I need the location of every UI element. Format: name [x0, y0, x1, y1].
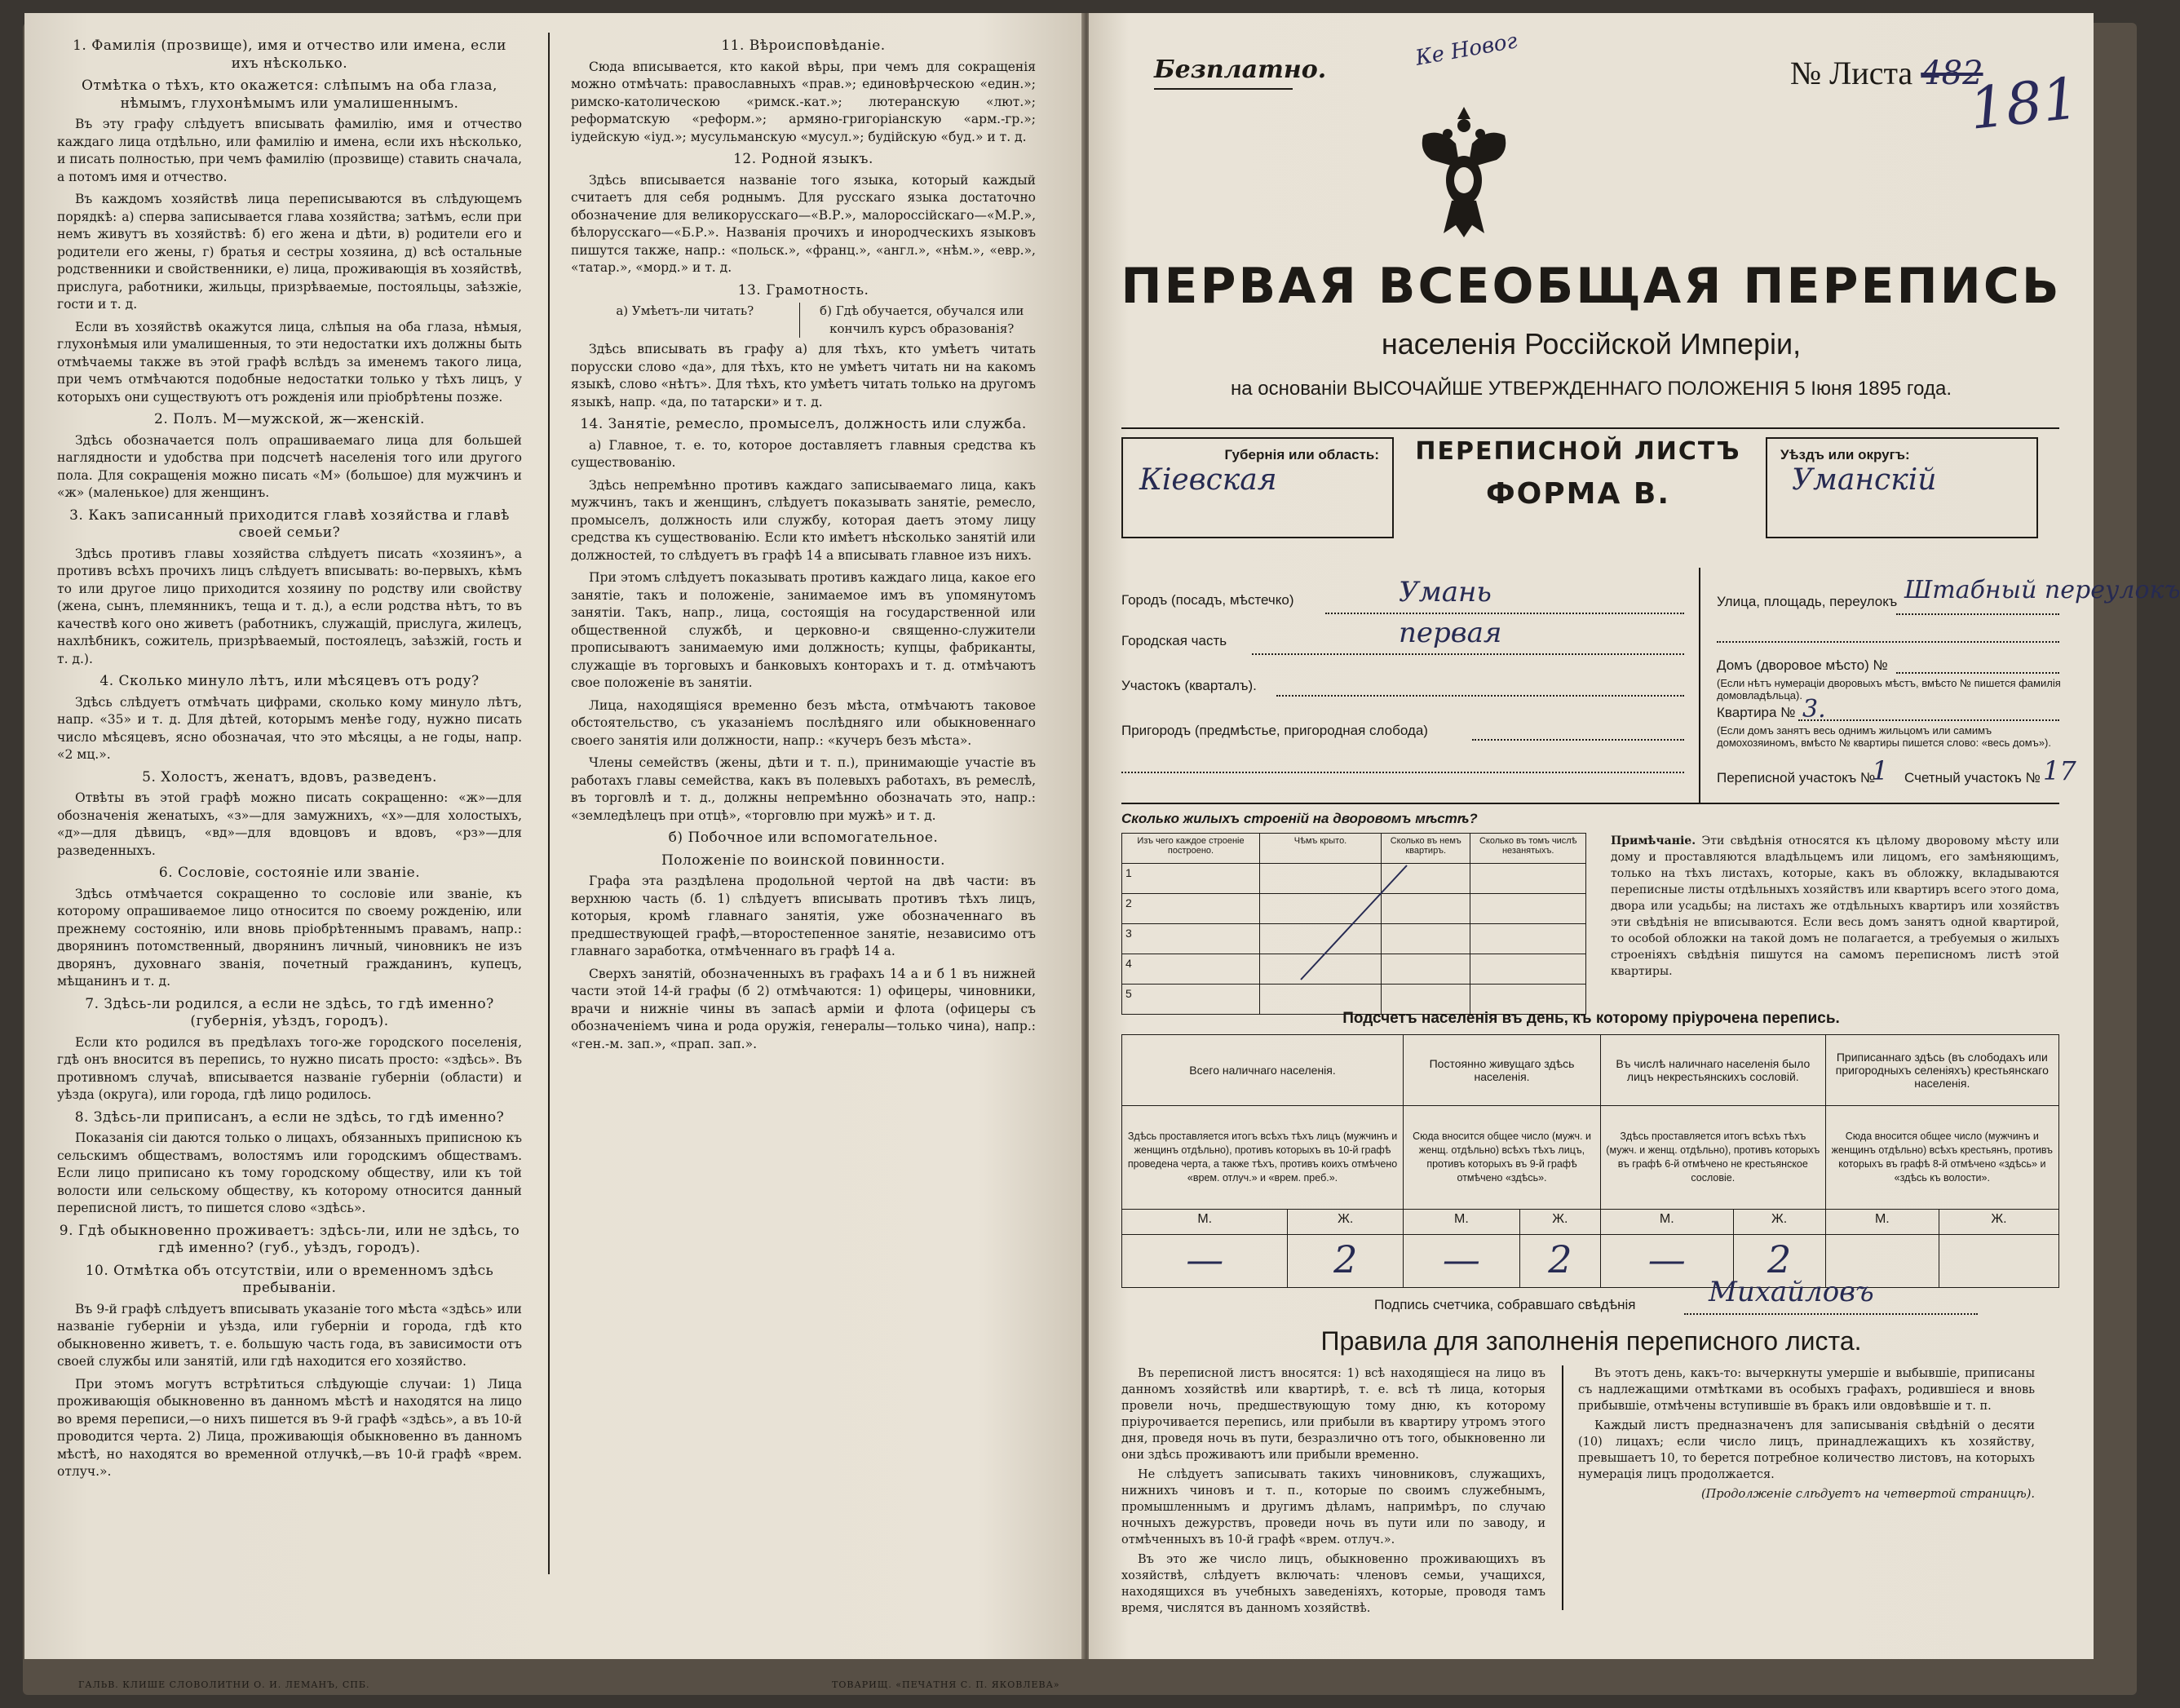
paragraph: Отвѣты въ этой графѣ можно писать сокращенно: «ж»—для обозначенія женатыхъ, «з»—для замужнихъ, «х»—для холостыхъ, «д»—для дѣвицъ, «вд»—для вдовцовъ и вдовъ, «рз»—для разведенныхъ. [57, 790, 522, 858]
sheet-number-value: 482 [1921, 55, 1983, 92]
paragraph: Лица, находящіяся временно безъ мѣста, отмѣчаютъ таковое обстоятельство, съ указаніемъ послѣдняго или обыкновеннаго своего занятія или должности, напр.: «кучеръ безъ мѣста». [571, 697, 1036, 748]
section-1-title: 1. Фамилія (прозвище), имя и отчество или имена, если ихъ нѣсколько. [73, 38, 506, 72]
uezd-label: Уѣздъ или округъ: [1780, 447, 1910, 462]
gubernia-label: Губернія или область: [1224, 447, 1379, 462]
form-title: ПЕРЕПИСНОЙ ЛИСТЪ [1415, 437, 1741, 466]
sheet-number-stamp: 181 [1966, 64, 2082, 143]
section-14-title: 14. Занятіе, ремесло, промыселъ, должность или служба. [580, 416, 1027, 432]
dwellings-header: Сколько въ томъ числѣ незанятыхъ. [1470, 834, 1586, 864]
rules-title: Правила для заполненія переписного листа. [1320, 1326, 1862, 1356]
note-text: Эти свѣдѣнія относятся къ цѣлому дворовому мѣсту или дому и проставляются владѣльцемъ или лицомъ, его замѣняющимъ, только на тѣхъ листахъ, которые, какъ въ обложку, вкладываются переписные листы отдѣльныхъ хозяйствъ или квартиръ всего этого дома, двора или усадьбы; на листахъ же отдѣльныхъ квартиръ или хозяйствъ эти свѣдѣнія не вписываются. Если весь домъ занятъ одной квартирой, то особой обложки на такой домъ не полагается, а требуемыя о жилыхъ строеніяхъ свѣдѣнія пишутся на самомъ переписномъ листѣ этой квартиры. [1611, 834, 2059, 978]
paragraph: Сверхъ занятій, обозначенныхъ въ графахъ 14 а и б 1 въ нижней части этой 14-й графы (б 2) отмѣчаются: 1) офицеры, чиновники, врачи и нижніе чины въ запасѣ арміи и флота (офицеры съ обозначеніемъ чина и рода оружія, генералы—только чина), напр.: «ген.-м. зап.», «прап. зап.». [571, 966, 1036, 1051]
city-part-label: Городская часть [1121, 633, 1227, 648]
row-number: 4 [1122, 954, 1260, 985]
paragraph: Здѣсь вписывается названіе того языка, который каждый считаетъ для себя роднымъ. Для русскаго языка достаточно обозначение для великорусскаго—«В.Р.», малороссійскаго—«М.Р.», бѣлорусскаго—«Б.Р.». Названія прочихъ и инородческихъ языковъ пишутся также, напр.: «польск.», «франц.», «англ.», «нѣм.», «евр.», «татар.», «морд.» и т. д. [571, 172, 1036, 275]
row-number: 1 [1122, 864, 1260, 894]
section-7-title: 7. Здѣсь-ли родился, а если не здѣсь, то гдѣ именно? (губернія, уѣздъ, городъ). [85, 995, 494, 1029]
divider [1121, 427, 2059, 429]
count-title: Подсчетъ населенія въ день, къ которому пріурочена перепись. [1342, 1010, 1840, 1027]
paragraph: Здѣсь противъ главы хозяйства слѣдуетъ писать «хозяинъ», а противъ всѣхъ прочихъ лицъ слѣдуетъ вписывать: во-первыхъ, кѣмъ то или другое лицо приходится хозяину по родству или свойству (жена, сынъ, племянникъ, теща и т. д.), а если родства нѣтъ, то въ качествѣ кого оно живетъ (работникъ, служащій, прислуга, жилецъ, нахлѣбникъ, сожитель, призрѣваемый, постоялецъ, заѣзжій, гость и т. д.). [57, 546, 522, 666]
dwellings-title: Сколько жилыхъ строеній на дворовомъ мѣстѣ? [1121, 811, 1478, 826]
document-title: ПЕРВАЯ ВСЕОБЩАЯ ПЕРЕПИСЬ [1121, 258, 2062, 315]
paragraph: Въ этотъ день, какъ-то: вычеркнуты умершіе и выбывшіе, приписаны съ надлежащими отмѣтками въ особыхъ графахъ, родившіеся и вновь прибывшіе, отмѣчены вступившіе въ бракъ или овдовѣвшіе и т. п. [1578, 1367, 2035, 1413]
count-value: — [1601, 1235, 1734, 1288]
uezd-value: Уманскій [1792, 463, 1937, 497]
prigorod-line-2 [1121, 772, 1684, 773]
paragraph: Здѣсь непремѣнно противъ каждаго записываемаго лица, какъ мужчинъ, такъ и женщинъ, слѣдуетъ показывать занятіе, ремесло, промыселъ, должность или службу, которая даетъ этому лицу средства къ существованію. Если кто имѣетъ нѣсколько занятій или должностей, то слѣдуетъ въ графѣ 14 а вписывать главное изъ нихъ. [571, 477, 1036, 563]
street-line [1896, 613, 2059, 615]
decree-line: на основаніи ВЫСОЧАЙШЕ УТВЕРЖДЕННАГО ПОЛОЖЕНІЯ 5 Іюня 1895 года. [1230, 378, 1952, 400]
section-6-title: 6. Сословіе, состояніе или званіе. [158, 865, 421, 881]
paragraph: Здѣсь вписывать въ графу а) для тѣхъ, кто умѣетъ читать порусски слово «да», для тѣхъ, кто не умѣетъ читать ни на какомъ языкѣ, слово «нѣтъ». Для тѣхъ, кто умѣетъ читать только на другомъ языкѣ, напр. «да, по татарски» и т. д. [571, 342, 1036, 409]
free-label: Безплатно. [1154, 55, 1327, 84]
section-5-title: 5. Холостъ, женатъ, вдовъ, разведенъ. [142, 768, 437, 785]
form-title-block [1407, 437, 1749, 511]
house-label: Домъ (дворовое мѣсто) № [1717, 657, 1888, 673]
census-area-value: 1 [1872, 755, 1889, 786]
rules-column-2 [1578, 1365, 2035, 1506]
section-4-title: 4. Сколько минуло лѣтъ, или мѣсяцевъ отъ роду? [99, 673, 480, 689]
female-header: Ж. [1939, 1210, 2059, 1235]
left-column-1 [57, 33, 522, 1486]
count-value: 2 [1288, 1235, 1404, 1288]
paragraph: а) Главное, т. е. то, которое доставляетъ главныя средства къ существованію. [571, 437, 1036, 470]
male-header: М. [1601, 1210, 1734, 1235]
paragraph: Каждый листъ предназначенъ для записыванія свѣдѣній о десяти (10) лицахъ; если число лицъ, принадлежащихъ къ хозяйству, превышаетъ 10, то берется потребное количество листовъ, на которыхъ нумерація лицъ продолжается. [1578, 1419, 2035, 1481]
free-label-underline [1154, 88, 1293, 90]
count-value: 2 [1733, 1235, 1825, 1288]
city-part-line [1252, 653, 1684, 655]
count-description: Сюда вносится общее число (мужчинъ и женщинъ отдѣльно) всѣхъ крестьянъ, противъ которыхъ въ графѣ 8-й отмѣчено «здѣсь» и «здѣсь къ волости». [1825, 1106, 2058, 1210]
dwellings-strike-line [1293, 861, 1415, 984]
prigorod-line [1472, 739, 1684, 741]
paragraph: Показанія сіи даются только о лицахъ, обязанныхъ приписною къ сельскимъ обществамъ, волостямъ или городскимъ обществамъ. Если лицо приписано къ тому городскому обществу, или къ той волости или сельскому обществу, къ которому относится данный переписной листъ, то пишется слово «здѣсь». [57, 1131, 522, 1215]
column-divider [1562, 1365, 1563, 1610]
street-line-2 [1717, 641, 2059, 643]
flat-note: (Если домъ занятъ весь однимъ жильцомъ или самимъ домохозяиномъ, вмѣсто № квартиры пишется слово: «весь домъ»). [1717, 724, 2051, 749]
paragraph: Здѣсь слѣдуетъ отмѣчать цифрами, сколько кому минуло лѣтъ, напр. «35» и т. д. Для дѣтей, которымъ менѣе году, нужно писать число мѣсяцевъ, ясно обозначая, что это мѣсяцы, а не годы, напр. «2 мц.». [57, 694, 522, 762]
paragraph: Въ эту графу слѣдуетъ вписывать фамилію, имя и отчество каждаго лица отдѣльно, или фамилію и имена, если ихъ нѣсколько, и писать полностью, при чемъ фамилію (прозвище) ставить сначала, а потомъ имя и отчество. [57, 117, 522, 184]
literacy-b-label: б) Гдѣ обучается, обучался или кончилъ курсъ образованія? [820, 303, 1024, 336]
paragraph: Графа эта раздѣлена продольной чертой на двѣ части: въ верхнюю часть (б. 1) слѣдуетъ вписывать противъ тѣхъ лицъ, которыя, кромѣ главнаго занятія, уже обозначеннаго въ предшествующей графѣ,—второстепенное занятіе, независимо отъ главнаго заработка, отмѣченнаго въ графѣ 14 а. [571, 874, 1036, 958]
section-10-title: 10. Отмѣтка объ отсутствіи, или о временномъ здѣсь пребываніи. [85, 1262, 494, 1296]
male-header: М. [1825, 1210, 1939, 1235]
street-value: Штабный переулокъ [1904, 576, 2180, 604]
house-note: (Если нѣтъ нумераціи дворовыхъ мѣстъ, вмѣсто № пишется фамилія домовладѣльца). [1717, 677, 2061, 701]
city-value: Умань [1399, 576, 1492, 608]
section-9-title: 9. Гдѣ обыкновенно проживаетъ: здѣсь-ли, или не здѣсь, то гдѣ именно? (губ., уѣздъ, городъ). [59, 1222, 520, 1256]
continued-note: (Продолженіе слѣдуетъ на четвертой страницѣ). [1700, 1488, 2035, 1501]
count-header: Приписаннаго здѣсь (въ слободахъ или пригородныхъ селеніяхъ) крестьянскаго населенія. [1825, 1035, 2058, 1106]
count-value [1939, 1235, 2059, 1288]
sheet-number-label: № Листа [1790, 55, 1913, 91]
gubernia-box [1121, 437, 1394, 538]
paragraph: Въ это же число лицъ, обыкновенно проживающихъ въ хозяйствѣ, слѣдуетъ включать: членовъ семьи, учащихся, находящихся въ учебныхъ заведеніяхъ, которые, проводя тамъ время, числятся въ данномъ хозяйствѣ. [1121, 1553, 1545, 1615]
literacy-a-label: а) Умѣетъ-ли читать? [571, 303, 800, 338]
left-imprint: ГАЛЬВ. КЛИШЕ СЛОВОЛИТНИ О. И. ЛЕМАНЪ, СПБ. [78, 1679, 370, 1690]
paragraph: Въ переписной листъ вносятся: 1) всѣ находящіеся на лицо въ данномъ хозяйствѣ или квартирѣ, т. е. всѣ тѣ лица, которыя провели ночь, предшествующую тому дню, къ которому пріурочивается перепись, или прибыли въ квартиру утромъ этого дня, проведя ночь въ пути, безразлично отъ того, обыкновенно ли они здѣсь проживаютъ или прибыли временно. [1121, 1367, 1545, 1462]
row-number: 2 [1122, 894, 1260, 924]
row-number: 5 [1122, 985, 1260, 1015]
section-13-title: 13. Грамотность. [737, 281, 869, 299]
form-type: ФОРМА В. [1485, 477, 1671, 511]
count-header: Постоянно живущаго здѣсь населенія. [1404, 1035, 1601, 1106]
house-line [1896, 672, 2059, 674]
paragraph: При этомъ могутъ встрѣтиться слѣдующіе случаи: 1) Лица проживающія обыкновенно въ данномъ мѣстѣ и находятся на лицо во время переписи,—о нихъ пишется въ 9-й графѣ «здѣсь», а въ 10-й проводится черта. 2) Лица, проживающія обыкновенно въ данномъ мѣстѣ, но находятся во временной отлучкѣ,—въ 10-й графѣ «врем. отлуч.». [57, 1376, 522, 1479]
paragraph: При этомъ слѣдуетъ показывать противъ каждаго лица, какое его занятіе, такъ и положеніе, занимаемое имъ въ упомянутомъ занятіи. Такъ, напр., лица, состоящія на государственной или общественной службѣ, и церковно-и священно-служители прописываютъ занимаемую ими должность; купцы, фабриканты, служащіе въ торговыхъ и банковыхъ конторахъ и т. д. отмѣчаютъ свое положеніе въ занятіи. [571, 570, 1036, 690]
row-number: 3 [1122, 924, 1260, 954]
gubernia-value: Кіевская [1139, 463, 1277, 497]
male-header: М. [1122, 1210, 1288, 1235]
flat-value: 3. [1802, 695, 1826, 723]
paragraph: Здѣсь отмѣчается сокращенно то сословіе или званіе, къ которому опрашиваемое лицо относится по своему рожденію, или прежнему состоянію, или вновь пріобрѣтеннымъ правамъ, напр.: дворянинъ потомственный, дворянинъ личный, чиновникъ не изъ дворянъ, духовнаго званія, почетный гражданинъ, купецъ, мѣщанинъ и т. д. [57, 886, 522, 989]
section-8-title: 8. Здѣсь-ли приписанъ, а если не здѣсь, то гдѣ именно? [74, 1108, 505, 1126]
signature-label: Подпись счетчика, собравшаго свѣдѣнія [1374, 1297, 1636, 1312]
city-line [1325, 613, 1684, 614]
note-label: Примѣчаніе. [1611, 834, 1696, 847]
section-12-title: 12. Родной языкъ. [733, 151, 873, 167]
counter-area-label: Счетный участокъ № [1904, 770, 2041, 785]
section-14b2-title: Положеніе по воинской повинности. [661, 852, 946, 869]
paragraph: Если въ хозяйствѣ окажутся лица, слѣпыя на оба глаза, нѣмыя, глухонѣмыя или умалишенныя, то эти недостатки ихъ должны быть отмѣчаемы также въ этой графѣ вслѣдъ за именемъ такого лица, при чемъ отмѣчаются подобные недостатки только у тѣхъ лицъ, у которыхъ они существуютъ отъ рожденія или пріобрѣтены позже. [57, 319, 522, 405]
uchastok-label: Участокъ (кварталъ). [1121, 678, 1257, 693]
divider [1121, 803, 2059, 804]
count-description: Здѣсь проставляется итогъ всѣхъ тѣхъ лицъ (мужчинъ и женщинъ отдѣльно), противъ которыхъ въ 10-й графѣ проведена черта, а также тѣхъ, противъ коихъ отмѣчено «врем. отлуч.» и «врем. преб.». [1122, 1106, 1404, 1210]
column-divider [548, 33, 550, 1574]
signature-value: Михайловъ [1709, 1276, 1874, 1308]
count-header: Въ числѣ наличнаго населенія было лицъ некрестьянскихъ сословій. [1601, 1035, 1826, 1106]
signature-line [1684, 1313, 1978, 1315]
imperial-eagle-icon [1415, 103, 1513, 241]
paragraph: Если кто родился въ предѣлахъ того-же городского поселенія, гдѣ онъ вносится въ перепись, то нужно писать просто: «здѣсь». Въ противномъ случаѣ, вписывается названіе губерніи (области) и уѣзда (округа), или города, гдѣ лицо родилось. [57, 1034, 522, 1102]
flat-label: Квартира № [1717, 705, 1796, 720]
female-header: Ж. [1288, 1210, 1404, 1235]
count-value: 2 [1519, 1235, 1600, 1288]
census-area-label: Переписной участокъ № [1717, 770, 1876, 785]
city-part-value: первая [1399, 617, 1502, 649]
street-label: Улица, площадь, переулокъ [1717, 594, 1898, 609]
paragraph: Сюда вписывается, кто какой вѣры, при чемъ для сокращенія можно отмѣчать: православныхъ «прав.»; единовѣрческою «един.»; римско-католическою «римск.-кат.»; лютеранскую «лют.»; реформатскую «реформ.»; армяно-григоріанскую «арм.-гр.»; іудейскую «іуд.»; мусульманскую «мусул.»; будійскую «буд.» и т. д. [571, 59, 1036, 144]
prigorod-label: Пригородъ (предмѣстье, пригородная слобода) [1121, 723, 1428, 738]
note-block [1611, 833, 2059, 980]
document-subtitle: населенія Россійской Имперіи, [1381, 327, 1802, 361]
section-14b-title: б) Побочное или вспомогательное. [668, 830, 939, 846]
count-description: Сюда вносится общее число (мужч. и женщ. отдѣльно) всѣхъ тѣхъ лицъ, противъ которыхъ въ 9-й графѣ отмѣчено «здѣсь». [1404, 1106, 1601, 1210]
counter-area-value: 17 [2043, 755, 2076, 786]
section-2-title: 2. Полъ. М—мужской, ж—женскій. [154, 411, 425, 427]
count-value: — [1404, 1235, 1520, 1288]
dwellings-header: Чѣмъ крыто. [1260, 834, 1382, 864]
female-header: Ж. [1519, 1210, 1600, 1235]
paragraph: Въ каждомъ хозяйствѣ лица переписываются въ слѣдующемъ порядкѣ: а) сперва записывается глава хозяйства; затѣмъ, если при немъ живутъ въ хозяйствѣ: б) его жена и дѣти, в) родители его и родители его жены, г) братья и сестры хозяина, д) всѣ остальные родственники и свойственники, е) лица, проживающія въ хозяйствѣ, прислуга, работники, жильцы, призрѣваемые, постояльцы, заѣзжіе, гости и т. д. [57, 192, 522, 312]
paragraph: Здѣсь обозначается полъ опрашиваемаго лица для большей наглядности и удобства при подсчетѣ населенія того или другого пола. Для сокращенія можно писать «М» (большое) для мужчинъ и «ж» (маленькое) для женщинъ. [57, 432, 522, 500]
right-page [1089, 13, 2180, 1659]
section-11-title: 11. Вѣроисповѣданіе. [721, 38, 886, 54]
dwellings-header: Изъ чего каждое строеніе построено. [1122, 834, 1260, 864]
sheet-number [1790, 54, 1983, 92]
count-header: Всего наличнаго населенія. [1122, 1035, 1404, 1106]
paragraph: Не слѣдуетъ записывать такихъ чиновниковъ, служащихъ, нижнихъ чиновъ и т. п., которые по своимъ служебнымъ, промышленнымъ и другимъ дѣламъ, напримѣръ, по случаю ночныхъ дежурствъ, проведи ночь въ пути или по заводу, и отмѣченныхъ въ 10-й графѣ «врем. отлуч.». [1121, 1468, 1545, 1546]
paragraph: Въ 9-й графѣ слѣдуетъ вписывать указаніе того мѣста «здѣсь» или названіе губерніи и уѣзда, или губерніи и города, гдѣ кто обыкновенно живетъ, т. е. большую часть года, въ зависимости отъ своей службы или занятій, или гдѣ находится его хозяйство. [57, 1301, 522, 1369]
section-3-title: 3. Какъ записанный приходится главѣ хозяйства и главѣ своей семьи? [69, 507, 510, 541]
male-header: М. [1404, 1210, 1520, 1235]
address-divider [1699, 568, 1700, 804]
rules-column-1 [1121, 1365, 1545, 1620]
dwellings-header: Сколько въ немъ квартиръ. [1382, 834, 1470, 864]
uchastok-line [1276, 695, 1684, 697]
city-label: Городъ (посадъ, мѣстечко) [1121, 592, 1294, 608]
section-1-subtitle: Отмѣтка о тѣхъ, кто окажется: слѣпымъ на оба глаза, нѣмымъ, глухонѣмымъ или умалишеннымъ. [82, 77, 497, 112]
count-value: — [1122, 1235, 1288, 1288]
uezd-box [1766, 437, 2038, 538]
flat-line [1798, 719, 2059, 721]
female-header: Ж. [1733, 1210, 1825, 1235]
population-count-table [1121, 1034, 2059, 1288]
left-column-2 [571, 33, 1036, 1058]
handwritten-note: Ке Новог [1413, 29, 1519, 71]
left-imprint-2: ТОВАРИЩ. «ПЕЧАТНЯ С. П. ЯКОВЛЕВА» [832, 1679, 1060, 1690]
paragraph: Члены семействъ (жены, дѣти и т. п.), принимающіе участіе въ работахъ главы семейства, какъ въ полевыхъ работахъ, въ ремеслѣ, въ торговлѣ и т. д., должны непремѣнно обозначать это, напр.: «земледѣлецъ при отцѣ», «торговлю при мужѣ» и т. д. [571, 755, 1036, 823]
count-description: Здѣсь проставляется итогъ всѣхъ тѣхъ (мужч. и женщ. отдѣльно), противъ которыхъ въ графѣ 6-й отмѣчено не крестьянское сословіе. [1601, 1106, 1826, 1210]
